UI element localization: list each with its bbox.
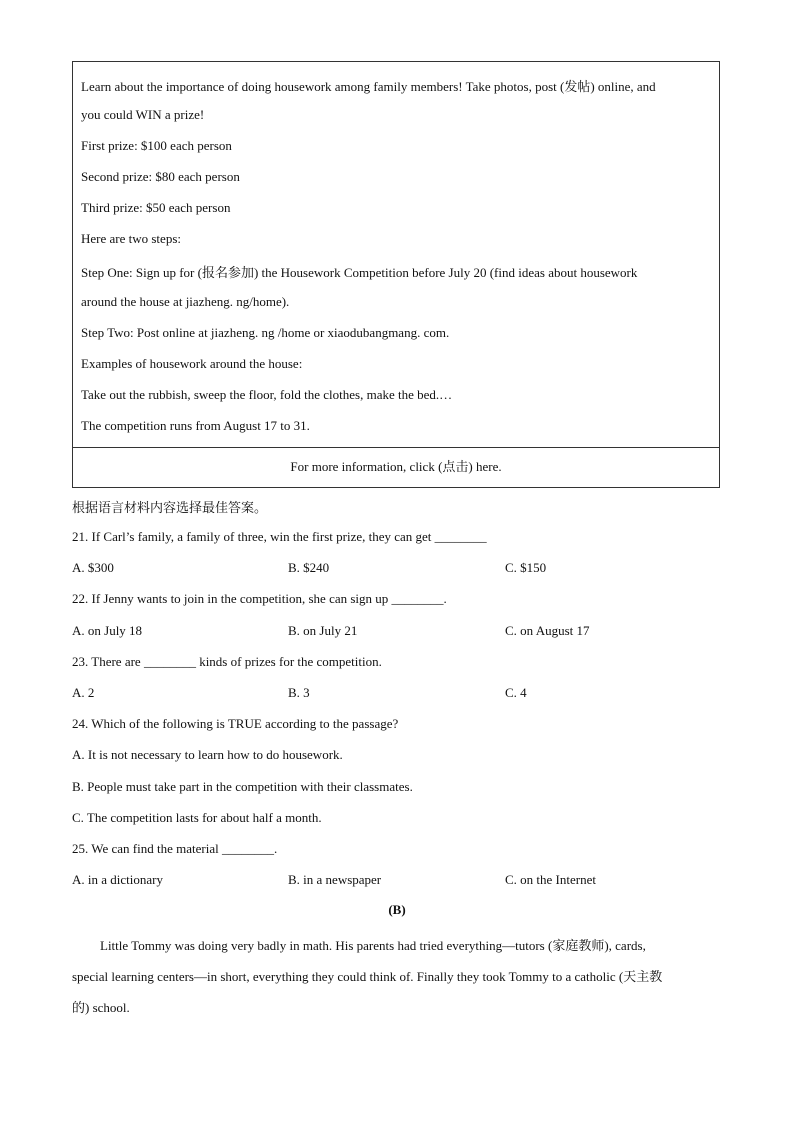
notice-line: around the house at jiazheng. ng/home). [81, 294, 290, 309]
answer-option[interactable]: A. on July 18 [72, 623, 143, 638]
question-stem: 22. If Jenny wants to join in the competition, she can sign up ________. [72, 591, 447, 606]
notice-line: The competition runs from August 17 to 31. [81, 418, 310, 433]
notice-line: Second prize: $80 each person [81, 169, 240, 184]
answer-option[interactable]: C. on August 17 [505, 623, 590, 638]
answer-option[interactable]: B. $240 [288, 560, 330, 575]
answer-option[interactable]: C. The competition lasts for about half a month. [72, 810, 322, 825]
answer-option[interactable]: B. on July 21 [288, 623, 358, 638]
notice-box [72, 61, 720, 488]
answer-option[interactable]: B. 3 [288, 685, 310, 700]
section-heading: (B) [388, 902, 406, 917]
answer-option[interactable]: C. on the Internet [505, 872, 596, 887]
notice-line: Here are two steps: [81, 231, 181, 246]
answer-option[interactable]: A. It is not necessary to learn how to do housework. [72, 747, 343, 762]
notice-line: First prize: $100 each person [81, 138, 232, 153]
answer-option[interactable]: C. $150 [505, 560, 547, 575]
answer-option[interactable]: A. in a dictionary [72, 872, 163, 887]
notice-line: Take out the rubbish, sweep the floor, fold the clothes, make the bed.… [81, 387, 453, 402]
notice-line: Learn about the importance of doing housework among family members! Take photos, post (发帖) online, and [81, 79, 656, 94]
question-stem: 25. We can find the material ________. [72, 841, 278, 856]
notice-body [73, 62, 719, 448]
answer-option[interactable]: A. 2 [72, 685, 95, 700]
notice-line: Step One: Sign up for (报名参加) the Housework Competition before July 20 (find ideas about housework [81, 265, 638, 280]
question-stem: 21. If Carl’s family, a family of three, win the first prize, they can get ________ [72, 529, 487, 544]
notice-line: you could WIN a prize! [81, 107, 205, 122]
answer-option[interactable]: C. 4 [505, 685, 527, 700]
paragraph-line: Little Tommy was doing very badly in math. His parents had tried everything—tutors (家庭教师), cards, [100, 938, 646, 953]
answer-option[interactable]: B. in a newspaper [288, 872, 382, 887]
more-info-link[interactable]: For more information, click (点击) here. [290, 459, 502, 474]
paragraph-line: special learning centers—in short, everything they could think of. Finally they took Tommy to a catholic (天主教 [72, 969, 663, 984]
question-stem: 24. Which of the following is TRUE according to the passage? [72, 716, 399, 731]
paragraph-line: 的) school. [72, 1000, 130, 1015]
notice-line: Examples of housework around the house: [81, 356, 303, 371]
notice-line: Third prize: $50 each person [81, 200, 231, 215]
question-stem: 23. There are ________ kinds of prizes for the competition. [72, 654, 382, 669]
notice-line: Step Two: Post online at jiazheng. ng /home or xiaodubangmang. com. [81, 325, 450, 340]
answer-option[interactable]: B. People must take part in the competition with their classmates. [72, 779, 413, 794]
answer-option[interactable]: A. $300 [72, 560, 114, 575]
instruction-text: 根据语言材料内容选择最佳答案。 [72, 500, 268, 515]
